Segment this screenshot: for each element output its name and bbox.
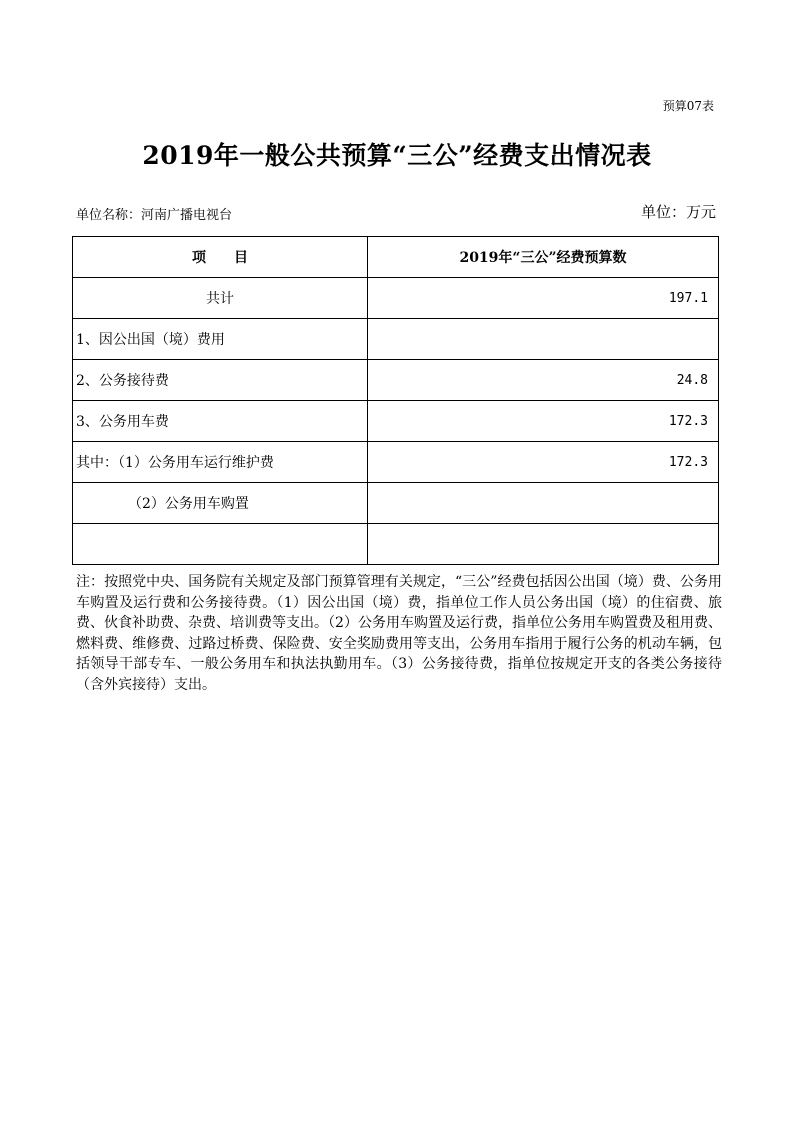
row-label-vehicle-maintenance: 其中：（1）公务用车运行维护费: [73, 442, 368, 483]
row-label-empty: [73, 524, 368, 565]
row-label-overseas: 1、因公出国（境）费用: [73, 319, 368, 360]
row-value-reception: 24.8: [368, 360, 719, 401]
table-row: [73, 401, 719, 442]
table-row: [73, 442, 719, 483]
row-value-overseas: [368, 319, 719, 360]
form-number: 预算07表: [662, 99, 714, 113]
table-row: [73, 483, 719, 524]
row-value-total: 197.1: [368, 278, 719, 319]
row-value-vehicle: 172.3: [368, 401, 719, 442]
page-title: 2019年一般公共预算“三公”经费支出情况表: [142, 141, 652, 170]
column-header-item: 项 目: [73, 237, 368, 278]
footnote: 注：按照党中央、国务院有关规定及部门预算管理有关规定，“三公”经费包括因公出国（境）费、公务用车购置及运行费和公务接待费。（1）因公出国（境）费，指单位工作人员公务出国（境）的住宿费、旅费、伙食补助费、杂费、培训费等支出。（2）公务用车购置及运行费，指单位公务用车购置费及租用费、燃料费、维修费、过路过桥费、保险费、安全奖励费用等支出，公务用车指用于履行公务的机动车辆，包括领导干部专车、一般公务用车和执法执勤用车。（3）公务接待费，指单位按规定开支的各类公务接待（含外宾接待）支出。: [76, 574, 722, 693]
table-row: [73, 319, 719, 360]
column-header-amount: 2019年“三公”经费预算数: [368, 237, 719, 278]
row-label-vehicle: 3、公务用车费: [73, 401, 368, 442]
row-value-vehicle-maintenance: 172.3: [368, 442, 719, 483]
row-label-total: 共计: [73, 278, 368, 319]
table-header-row: [73, 237, 719, 278]
row-value-vehicle-purchase: [368, 483, 719, 524]
unit-label: 单位：万元: [640, 203, 716, 221]
table-row: [73, 278, 719, 319]
table-row: [73, 360, 719, 401]
budget-table: [72, 236, 719, 565]
row-label-reception: 2、公务接待费: [73, 360, 368, 401]
table-row: [73, 524, 719, 565]
row-value-empty: [368, 524, 719, 565]
unit-name: 单位名称：河南广播电视台: [76, 208, 233, 223]
row-label-vehicle-purchase: （2）公务用车购置: [73, 483, 368, 524]
